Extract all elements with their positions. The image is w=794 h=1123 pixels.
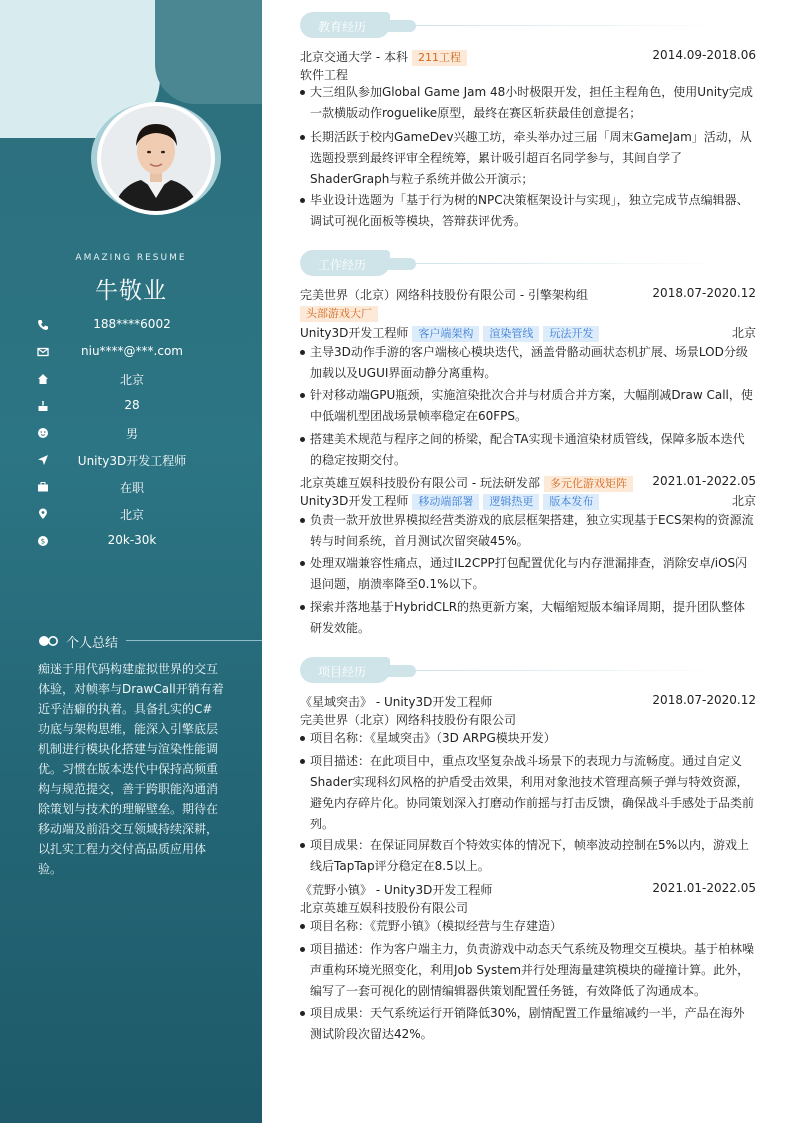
sidebar bbox=[0, 0, 262, 1123]
list-item: 处理双端兼容性痛点，通过IL2CPP打包配置优化与内存泄漏排查，消除安卓/iOS闪退问题，崩溃率降至0.1%以下。 bbox=[300, 553, 756, 595]
skill-tag: 逻辑热更 bbox=[483, 494, 539, 510]
section-title: 工作经历 bbox=[318, 258, 367, 272]
education-row bbox=[300, 47, 756, 65]
age-text: 28 bbox=[124, 398, 140, 412]
avatar-photo bbox=[101, 106, 211, 211]
company-name: 完美世界（北京）网络科技股份有限公司 - 引擎架构组 bbox=[300, 288, 588, 302]
project-company: 完美世界（北京）网络科技股份有限公司 bbox=[300, 713, 517, 727]
job-role-row bbox=[300, 491, 756, 509]
skill-tag: 客户端架构 bbox=[412, 326, 479, 342]
project-name: 《荒野小镇》 - Unity3D开发工程师 bbox=[300, 883, 493, 897]
salary-text: 20k-30k bbox=[107, 533, 157, 547]
list-item: 毕业设计选题为「基于行为树的NPC决策框架设计与实现」，独立完成节点编辑器、调试可视化面板等模块，答辩获评优秀。 bbox=[300, 190, 756, 232]
job-role: Unity3D开发工程师 bbox=[300, 326, 409, 340]
skill-tag: 渲染管线 bbox=[483, 326, 539, 342]
job-city: 北京 bbox=[731, 494, 756, 508]
section-title: 项目经历 bbox=[318, 665, 367, 679]
avatar bbox=[97, 102, 215, 215]
company-tag: 多元化游戏矩阵 bbox=[544, 476, 633, 492]
project-company-row bbox=[300, 898, 756, 916]
project-row bbox=[300, 880, 756, 898]
education-date: 2014.09-2018.06 bbox=[652, 48, 756, 62]
job-city: 北京 bbox=[731, 326, 756, 340]
job-company-row bbox=[300, 473, 756, 491]
list-item: 项目描述：在此项目中，重点攻坚复杂战斗场景下的表现力与流畅度。通过自定义Shader实现科幻风格的护盾受击效果，利用对象池技术管理高频子弹与特效资源，避免内存碎片化。协同策划深入打磨动作前摇与打击反馈，确保战斗手感处于品类前列。 bbox=[300, 751, 756, 835]
project-company-row bbox=[300, 710, 756, 728]
section-work bbox=[300, 250, 756, 276]
list-item: 项目名称：《星域突击》（3D ARPG模块开发） bbox=[300, 728, 756, 749]
info-home bbox=[37, 369, 227, 389]
location-text: 北京 bbox=[119, 508, 144, 522]
job-role-row bbox=[300, 323, 756, 341]
home-text: 北京 bbox=[119, 373, 144, 387]
job-company-row bbox=[300, 285, 756, 303]
list-item: 针对移动端GPU瓶颈，实施渲染批次合并与材质合并方案，大幅削减Draw Call，使中低端机型团战场景帧率稳定在60FPS。 bbox=[300, 385, 756, 427]
job-role: Unity3D开发工程师 bbox=[300, 494, 409, 508]
list-item: 项目描述：作为客户端主力，负责游戏中动态天气系统及物理交互模块。基于柏林噪声重构环境光照变化，利用Job System并行处理海量建筑模块的碰撞计算。此外，编写了一套可视化的剧情编辑器供策划配置任务链，有效降低了沟通成本。 bbox=[300, 939, 756, 1002]
divider bbox=[416, 263, 726, 264]
list-item: 大三组队参加Global Game Jam 48小时极限开发，担任主程角色，使用Unity完成一款横版动作roguelike原型，最终在赛区斩获最佳创意提名； bbox=[300, 82, 756, 124]
gender-text: 男 bbox=[125, 427, 138, 441]
project-date: 2018.07-2020.12 bbox=[652, 693, 756, 707]
info-gender bbox=[37, 423, 227, 443]
toggle-dots-icon bbox=[38, 635, 60, 647]
list-item: 负责一款开放世界模拟经营类游戏的底层框架搭建，独立实现基于ECS架构的资源流转与时间系统，首月测试次留突破45%。 bbox=[300, 510, 756, 552]
major: 软件工程 bbox=[300, 68, 349, 82]
info-status bbox=[37, 477, 227, 497]
list-item: 搭建美术规范与程序之间的桥梁，配合TA实现卡通渲染材质管线，保障多版本迭代的稳定按期交付。 bbox=[300, 429, 756, 471]
skill-tag: 版本发布 bbox=[543, 494, 599, 510]
info-phone bbox=[37, 315, 227, 335]
summary-text: 痴迷于用代码构建虚拟世界的交互体验，对帧率与DrawCall开销有着近乎洁癖的执着。具备扎实的C#功底与架构思维，能深入引擎底层机制进行模块化搭建与渲染性能调优。习惯在版本迭代中保持高频重构与规范提交，善于跨职能沟通消除策划与技术的理解壁垒。期待在移动端及前沿交互领域持续深耕，以扎实工程力交付高品质应用体验。 bbox=[38, 662, 224, 876]
list-item: 探索并落地基于HybridCLR的热更新方案，大幅缩短版本编译周期，提升团队整体研发效能。 bbox=[300, 597, 756, 639]
info-salary bbox=[37, 531, 227, 551]
section-title: 教育经历 bbox=[318, 20, 367, 34]
skill-tag: 移动端部署 bbox=[412, 494, 479, 510]
job-date: 2021.01-2022.05 bbox=[652, 474, 756, 488]
status-text: 在职 bbox=[119, 481, 144, 495]
list-item: 主导3D动作手游的客户端核心模块迭代，涵盖骨骼动画状态机扩展、场景LOD分级加载以及UGUI界面动静分离重构。 bbox=[300, 342, 756, 384]
summary-heading bbox=[38, 631, 228, 651]
email-text: niu****@***.com bbox=[81, 344, 183, 358]
list-item: 项目成果：在保证同屏数百个特效实体的情况下，帧率波动控制在5%以内，游戏上线后TapTap评分稳定在8.5以上。 bbox=[300, 835, 756, 877]
major-row bbox=[300, 65, 756, 83]
company-tag-row bbox=[300, 305, 756, 323]
company-tag: 头部游戏大厂 bbox=[300, 306, 378, 322]
info-email bbox=[37, 342, 227, 362]
svg-text:$: $ bbox=[40, 537, 46, 546]
school-tag: 211工程 bbox=[412, 50, 467, 66]
divider bbox=[416, 25, 726, 26]
divider bbox=[126, 640, 262, 641]
project-name: 《星域突击》 - Unity3D开发工程师 bbox=[300, 695, 493, 709]
project-date: 2021.01-2022.05 bbox=[652, 881, 756, 895]
section-projects bbox=[300, 657, 756, 683]
list-item: 长期活跃于校内GameDev兴趣工坊，牵头举办过三届「周末GameJam」活动，从选题投票到最终评审全程统筹，累计吸引超百名同学参与，其间自学了ShaderGraph与粒子系统并做公开演示； bbox=[300, 127, 756, 190]
company-name: 北京英雄互娱科技股份有限公司 - 玩法研发部 bbox=[300, 476, 540, 490]
list-item: 项目成果：天气系统运行开销降低30%，剧情配置工作量缩减约一半，产品在海外测试阶段次留达42%。 bbox=[300, 1003, 756, 1045]
candidate-name: 牛敬业 bbox=[95, 278, 167, 304]
decor-shape bbox=[155, 0, 262, 104]
info-position bbox=[37, 450, 227, 470]
school-name: 北京交通大学 - 本科 bbox=[300, 50, 408, 64]
project-row bbox=[300, 692, 756, 710]
skill-tag: 玩法开发 bbox=[543, 326, 599, 342]
job-date: 2018.07-2020.12 bbox=[652, 286, 756, 300]
info-location bbox=[37, 504, 227, 524]
position-text: Unity3D开发工程师 bbox=[77, 454, 187, 468]
divider bbox=[416, 670, 726, 671]
info-age bbox=[37, 396, 227, 416]
list-item: 项目名称：《荒野小镇》（模拟经营与生存建造） bbox=[300, 916, 756, 937]
phone-text: 188****6002 bbox=[93, 317, 171, 331]
resume-tagline: AMAZING RESUME bbox=[75, 253, 187, 263]
summary-title: 个人总结 bbox=[66, 636, 119, 651]
section-education bbox=[300, 12, 756, 38]
project-company: 北京英雄互娱科技股份有限公司 bbox=[300, 901, 469, 915]
